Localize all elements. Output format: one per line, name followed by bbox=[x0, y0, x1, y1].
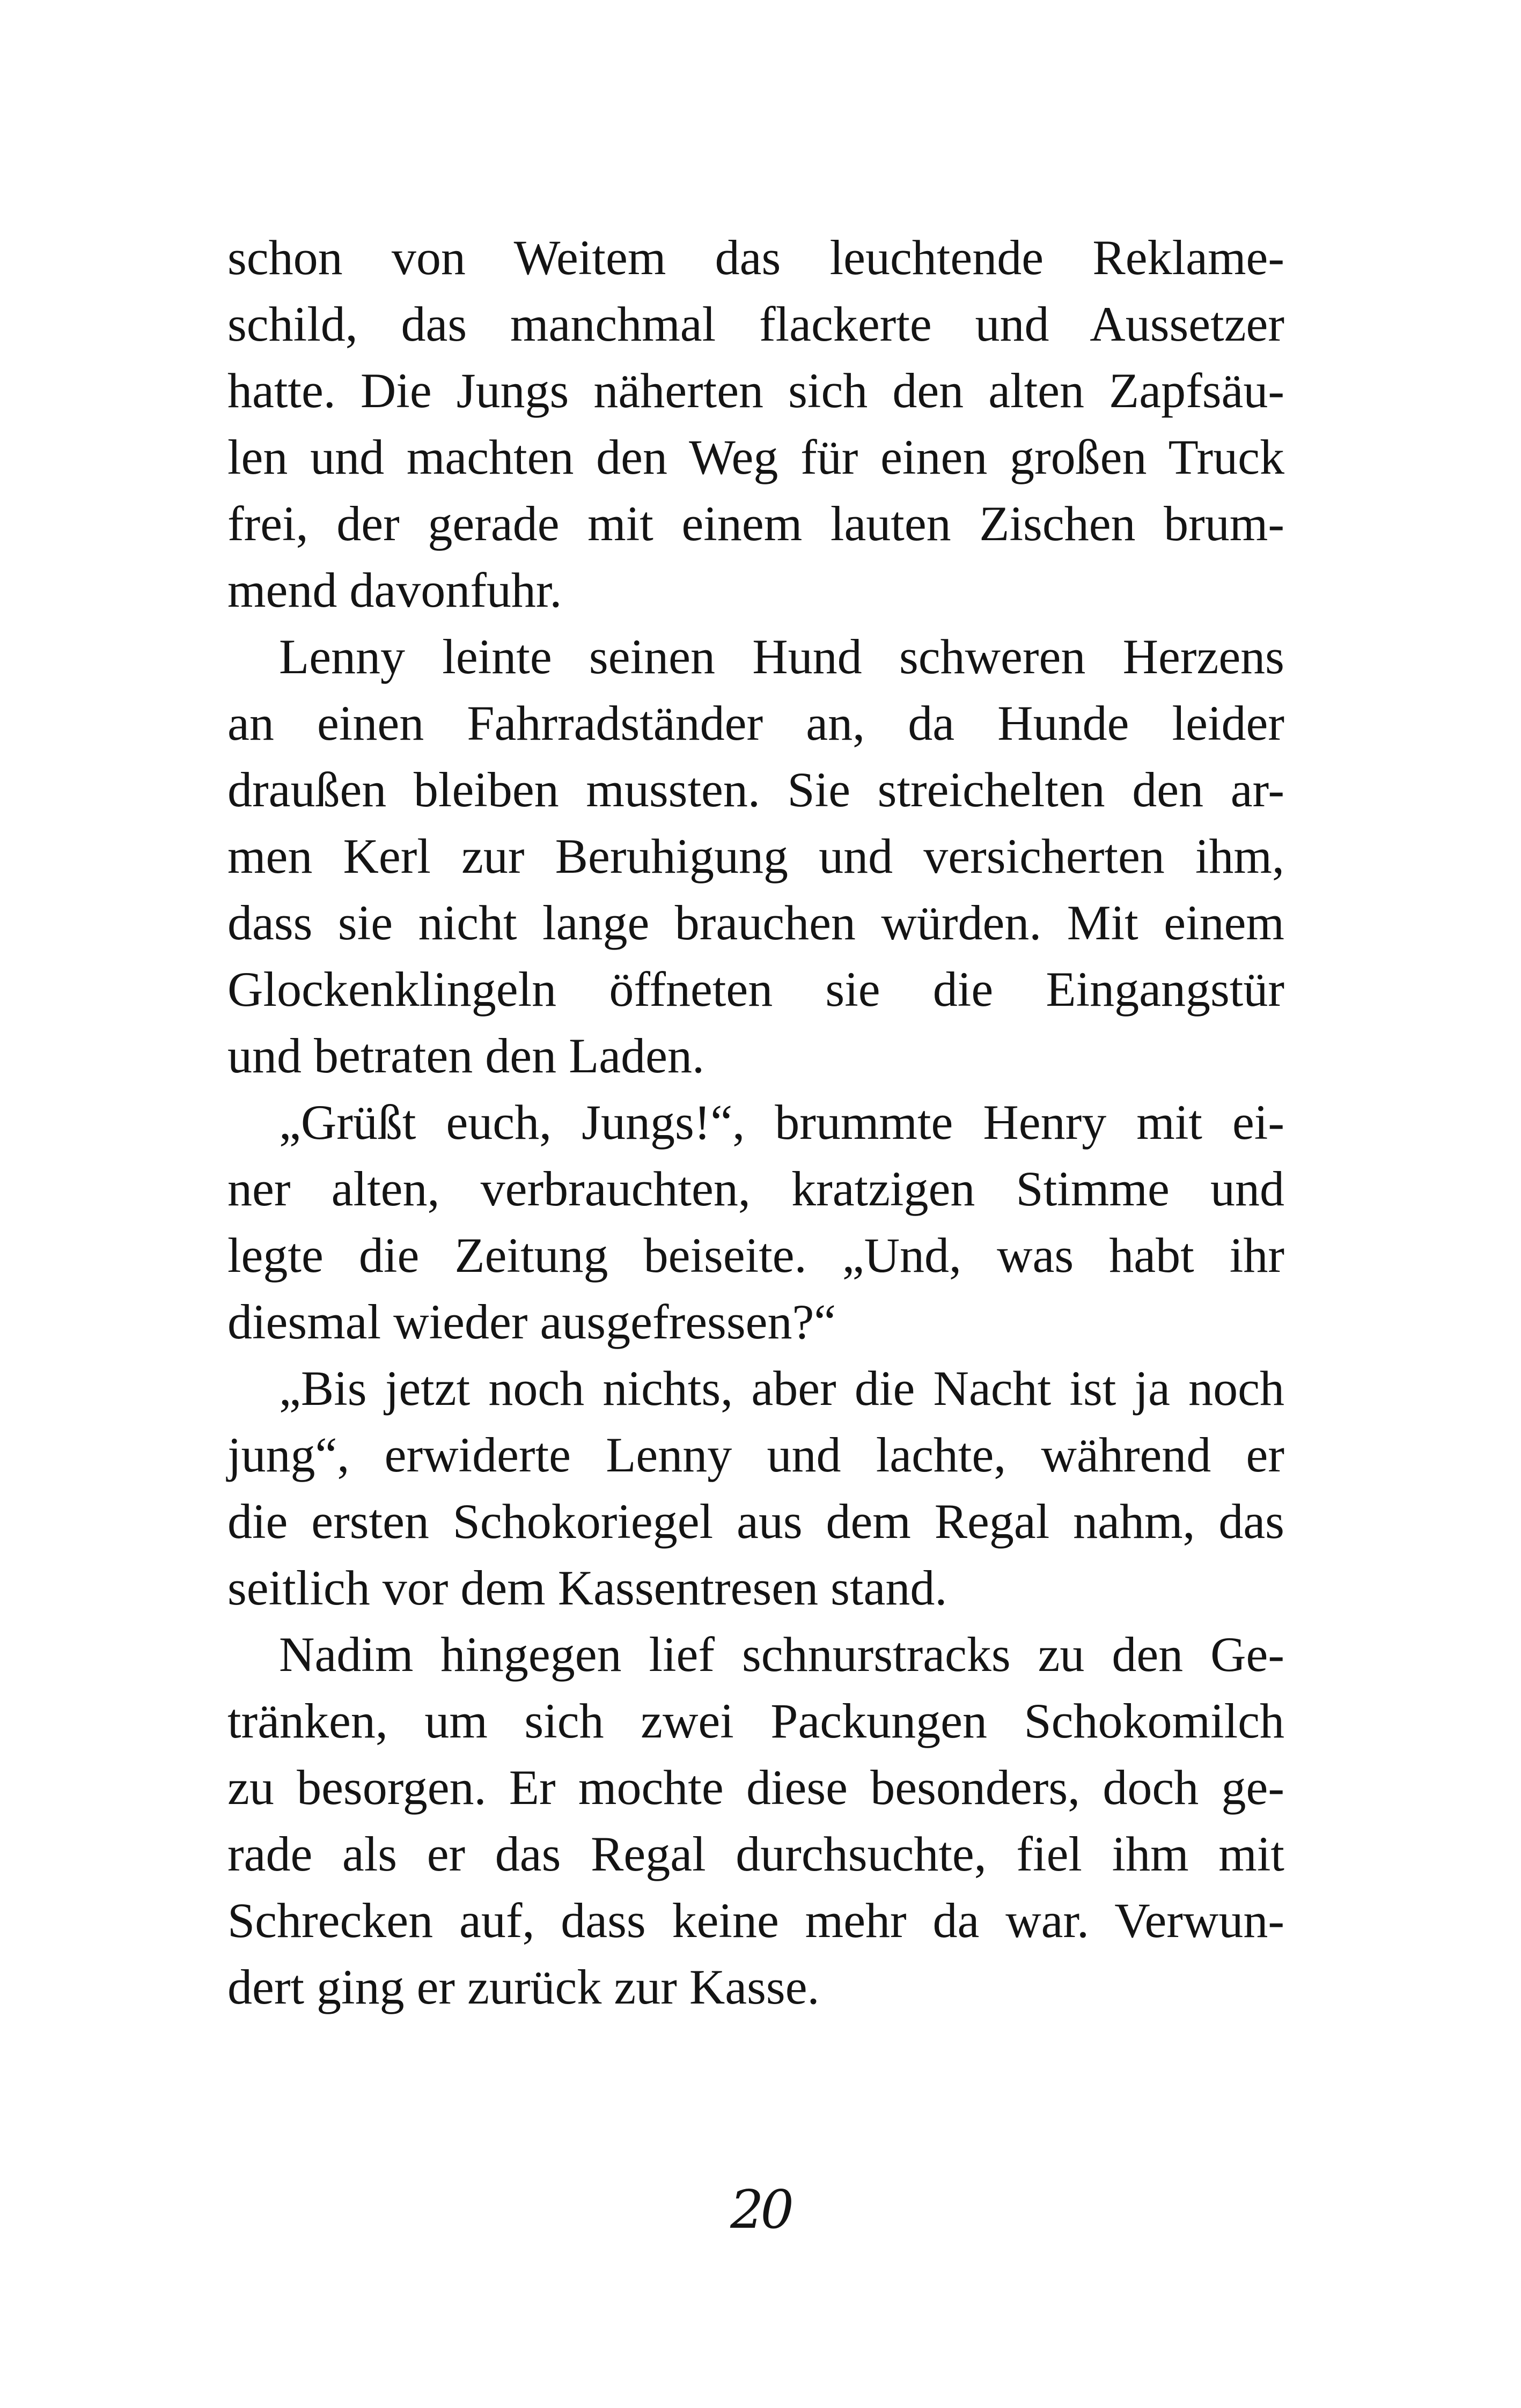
text-line: dert ging er zurück zur Kasse. bbox=[227, 1960, 820, 2014]
text-line: schon von Weitem das leuchtende Reklame- bbox=[227, 230, 1284, 285]
text-line: legte die Zeitung beiseite. „Und, was habt ihr bbox=[227, 1228, 1284, 1283]
paragraph-3 bbox=[227, 1089, 1284, 1355]
page-number: 20 bbox=[730, 2179, 791, 2241]
text-line: seitlich vor dem Kassentresen stand. bbox=[227, 1560, 947, 1615]
text-line: mend davonfuhr. bbox=[227, 563, 562, 617]
paragraph-2 bbox=[227, 623, 1284, 1089]
text-line: frei, der gerade mit einem lauten Zischen brum- bbox=[227, 496, 1284, 551]
text-line: „Grüßt euch, Jungs!“, brummte Henry mit ei- bbox=[279, 1095, 1284, 1150]
paragraph-5 bbox=[227, 1621, 1284, 2020]
text-line: tränken, um sich zwei Packungen Schokomilch bbox=[227, 1693, 1284, 1748]
text-line: len und machten den Weg für einen großen Truck bbox=[227, 430, 1284, 484]
text-line: dass sie nicht lange brauchen würden. Mit einem bbox=[227, 895, 1284, 950]
text-line: schild, das manchmal flackerte und Aussetzer bbox=[227, 297, 1284, 351]
text-line: an einen Fahrradständer an, da Hunde leider bbox=[227, 696, 1284, 750]
text-line: diesmal wieder ausgefressen?“ bbox=[227, 1294, 836, 1349]
text-line: men Kerl zur Beruhigung und versicherten ihm, bbox=[227, 829, 1284, 883]
text-line: zu besorgen. Er mochte diese besonders, doch ge- bbox=[227, 1760, 1284, 1815]
text-line: Nadim hingegen lief schnurstracks zu den Ge- bbox=[279, 1627, 1284, 1682]
text-line: rade als er das Regal durchsuchte, fiel ihm mit bbox=[227, 1827, 1284, 1881]
text-line: ner alten, verbrauchten, kratzigen Stimme und bbox=[227, 1161, 1284, 1216]
text-line: jung“, erwiderte Lenny und lachte, während er bbox=[227, 1427, 1284, 1482]
text-line: die ersten Schokoriegel aus dem Regal nahm, das bbox=[227, 1494, 1284, 1549]
text-line: Schrecken auf, dass keine mehr da war. Verwun- bbox=[227, 1893, 1284, 1948]
paragraph-1 bbox=[227, 224, 1284, 623]
text-line: Lenny leinte seinen Hund schweren Herzens bbox=[279, 629, 1284, 684]
text-line: und betraten den Laden. bbox=[227, 1028, 704, 1083]
text-line: draußen bleiben mussten. Sie streichelten den ar- bbox=[227, 762, 1284, 817]
text-line: hatte. Die Jungs näherten sich den alten Zapfsäu- bbox=[227, 363, 1284, 418]
paragraph-4 bbox=[227, 1355, 1284, 1621]
body-text bbox=[227, 224, 1284, 2020]
text-line: Glockenklingeln öffneten sie die Eingangstür bbox=[227, 962, 1284, 1017]
text-line: „Bis jetzt noch nichts, aber die Nacht ist ja noch bbox=[279, 1361, 1284, 1416]
